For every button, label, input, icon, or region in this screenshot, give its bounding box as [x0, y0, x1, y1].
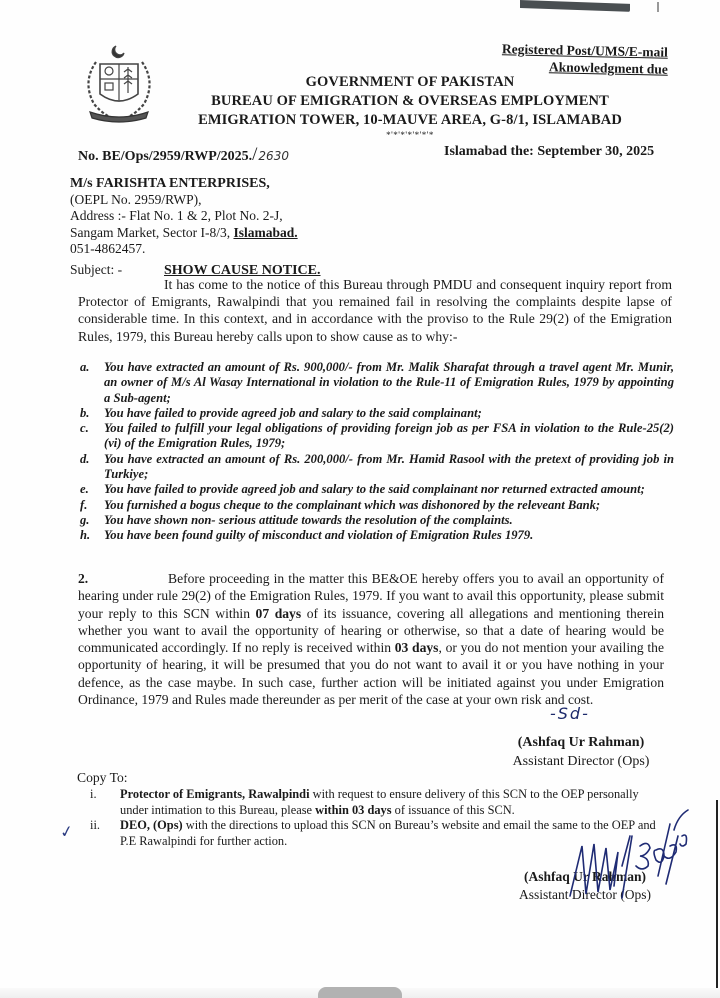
allegation-item: a. You have extracted an amount of Rs. 900,000/- from Mr. Malik Sharafat through a travel agent Mr. Munir, an owner of M/s Al Wasay International in violation to the Rule-11 of Emigration Rules, 1979 by appointing a Sub-agent;	[80, 360, 674, 405]
scan-mark	[657, 2, 659, 12]
letterhead-bureau: BUREAU OF EMIGRATION & OVERSEAS EMPLOYMENT	[211, 93, 609, 109]
dispatch-mode	[502, 42, 668, 76]
handwritten-signature-icon	[560, 806, 690, 906]
addressee-address-line2: Sangam Market, Sector I-8/3, Islamabad.	[70, 224, 298, 240]
addressee-address-line1: Address :- Flat No. 1 & 2, Plot No. 2-J,	[70, 208, 283, 224]
no-reply-deadline: 03 days	[394, 640, 439, 656]
letterhead	[150, 73, 670, 140]
dispatch-mode-line2: Aknowledgment due	[548, 59, 669, 77]
letterhead-address: EMIGRATION TOWER, 10-MAUVE AREA, G-8/1, ISLAMABAD	[198, 112, 622, 128]
addressee-phone: 051-4862457.	[70, 240, 146, 256]
reference-number-text: No. BE/Ops/2959/RWP/2025.	[78, 149, 253, 164]
copy-to-label: Copy To:	[77, 770, 128, 785]
signatory-name: (Ashfaq Ur Rahman)	[517, 735, 645, 750]
subject-title: SHOW CAUSE NOTICE.	[164, 263, 321, 278]
addressee-block	[70, 176, 298, 257]
addressee-license: (OEPL No. 2959/RWP),	[70, 192, 202, 208]
copy-signatory-name: (Ashfaq Ur Rahman)	[523, 869, 646, 884]
reply-deadline: 07 days	[255, 605, 302, 621]
handwritten-sd-mark: -Sd-	[550, 704, 590, 723]
allegations-list	[78, 360, 674, 544]
page-edge	[716, 800, 718, 998]
allegation-item: b. You have failed to provide agreed job and salary to the said complainant;	[80, 405, 482, 420]
signatory-designation: Assistant Director (Ops)	[512, 754, 650, 769]
scan-edge-shadow	[520, 0, 630, 12]
dispatch-mode-line1: Registered Post/UMS/E-mail	[502, 41, 669, 60]
allegation-item: c. You failed to fulfill your legal obligations of providing foreign job as per FSA in violation to the Rule-25(2)(vi) of the Emigration Rules, 1979;	[80, 421, 674, 451]
copy-signatory-designation: Assistant Director (Ops)	[519, 887, 651, 902]
letterhead-government: GOVERNMENT OF PAKISTAN	[305, 74, 515, 90]
allegation-item: e. You have failed to provide agreed job and salary to the said complainant nor returned extracted amount;	[80, 482, 645, 497]
notice-paragraph-1-text: It has come to the notice of this Bureau through PMDU and consequent inquiry report from Protector of Emigrants, Rawalpindi that you remained fail in resolving the complaints despite lapse of considerable time. In this context, and in accordance with the proviso to the Rule 29(2) of the Emigration Rules, 1979, this Bureau hereby calls upon to show cause as to why:-	[78, 277, 672, 344]
paragraph-number: 2.	[78, 571, 89, 586]
addressee-city: Islamabad.	[233, 224, 298, 240]
notice-paragraph-1	[78, 276, 672, 345]
copy-to-item: i. Protector of Emigrants, Rawalpindi with request to ensure delivery of this SCN to the OEP personally under intimation to this Bureau, please within 03 days of issuance of this SCN.	[90, 787, 639, 817]
copy-to-item: ii. DEO, (Ops) with the directions to upload this SCN on Bureau’s website and email the same to the OEP and P.E Rawalpindi for further action.	[90, 818, 656, 848]
reference-number	[78, 144, 289, 166]
handwritten-slash: /	[252, 144, 258, 165]
handwritten-dispatch-number: 2630	[258, 149, 289, 163]
notice-paragraph-2: 2. Before proceeding in the matter this BE&OE hereby offers you to avail an opportunity of hearing under rule 29(2) of the Emigration Rules, 1979. If you want to avail this opportunity, please submit your reply to this SCN within 07 days of its issuance, covering all allegations and mentioning therein whether you want to avail the opportunity of hearing or otherwise, so that a date of hearing would be communicated accordingly. If no reply is received within 03 days, or you do not mention your availing the opportunity of hearing, it will be presumed that you do not want to avail it or you have nothing in your defence, as the case maybe. In such case, further action will be initiated against you under Emigration Ordinance, 1979 and Rules made thereunder as per merit of the case at your own risk and cost.	[78, 571, 665, 708]
allegation-item: f. You furnished a bogus cheque to the complainant which was dishonored by the releveant Bank;	[80, 497, 601, 512]
subject-label: Subject: -	[70, 262, 123, 277]
bottom-sheet-handle[interactable]	[318, 987, 402, 998]
addressee-name: M/s FARISHTA ENTERPRISES,	[70, 176, 270, 191]
allegation-item: h. You have been found guilty of misconduct and violation of Emigration Rules 1979.	[80, 528, 534, 543]
issue-date: Islamabad the: September 30, 2025	[444, 144, 655, 159]
allegation-item: d. You have extracted an amount of Rs. 200,000/- from Mr. Hamid Rasool with the pretext of providing job in Turkiye;	[80, 451, 674, 482]
handwritten-tick-icon: ✓	[58, 820, 75, 843]
allegation-item: g. You have shown non- serious attitude towards the resolution of the complaints.	[80, 512, 513, 527]
letterhead-separator: *'*'*'*'*'*'*	[386, 130, 434, 140]
signatory-block	[506, 733, 656, 771]
